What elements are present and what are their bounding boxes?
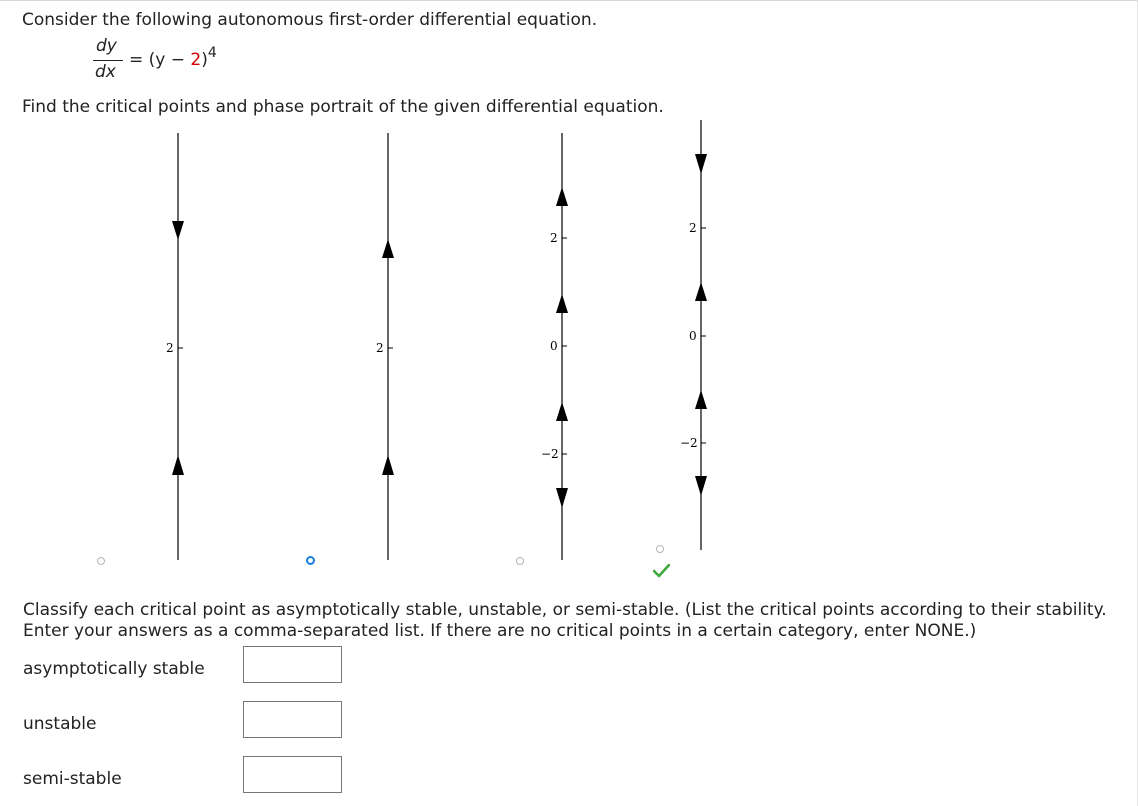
semi-stable-label: semi-stable: [23, 769, 122, 789]
tick-label: 2: [550, 231, 558, 245]
tick-label: −2: [541, 447, 559, 461]
up-arrow-icon: [382, 239, 394, 258]
tick-label: 2: [689, 221, 697, 235]
classification-instructions: Classify each critical point as asymptotically stable, unstable, or semi-stable. (List the critical points according to their stability. Enter your answers as a comma-separated list. If there are no critical points in a certain category, enter NONE.): [23, 600, 1107, 641]
phase-portrait-c: [541, 133, 568, 560]
asymptotically-stable-label: asymptotically stable: [23, 659, 205, 679]
asymptotically-stable-input[interactable]: [243, 646, 342, 683]
tick-label: 2: [166, 341, 174, 355]
equation-numerator: dy: [96, 36, 117, 56]
rhs-constant: 2: [190, 50, 202, 70]
up-arrow-icon: [172, 455, 184, 475]
unstable-label: unstable: [23, 714, 97, 734]
up-arrow-icon: [556, 187, 568, 206]
radio-option-d[interactable]: [656, 545, 664, 553]
phase-portrait-a: [166, 133, 184, 560]
unstable-input[interactable]: [243, 701, 342, 738]
rhs-prefix: (y −: [148, 50, 191, 70]
tick-label: −2: [680, 436, 698, 450]
equation-denominator: dx: [95, 62, 116, 82]
radio-option-c[interactable]: [516, 557, 524, 565]
rhs-suffix: ): [201, 50, 208, 70]
radio-option-b[interactable]: [306, 556, 315, 565]
down-arrow-icon: [172, 221, 184, 240]
problem-prompt: Find the critical points and phase portrait of the given differential equation.: [22, 97, 664, 117]
tick-label: 2: [376, 341, 384, 355]
phase-portrait-b: [376, 133, 394, 560]
down-arrow-icon: [695, 476, 707, 496]
up-arrow-icon: [382, 455, 394, 475]
up-arrow-icon: [556, 294, 568, 313]
up-arrow-icon: [695, 282, 707, 301]
check-mark-icon: [653, 564, 670, 578]
up-arrow-icon: [556, 402, 568, 421]
radio-option-a[interactable]: [97, 557, 105, 565]
tick-label: 0: [689, 329, 697, 343]
semi-stable-input[interactable]: [243, 756, 342, 793]
phase-portrait-d: [680, 120, 707, 550]
equals-sign: =: [129, 50, 144, 70]
down-arrow-icon: [556, 488, 568, 508]
tick-label: 0: [550, 339, 558, 353]
rhs-exponent: 4: [207, 45, 217, 61]
up-arrow-icon: [695, 390, 707, 409]
down-arrow-icon: [695, 154, 707, 174]
problem-intro: Consider the following autonomous first-order differential equation.: [22, 10, 598, 30]
